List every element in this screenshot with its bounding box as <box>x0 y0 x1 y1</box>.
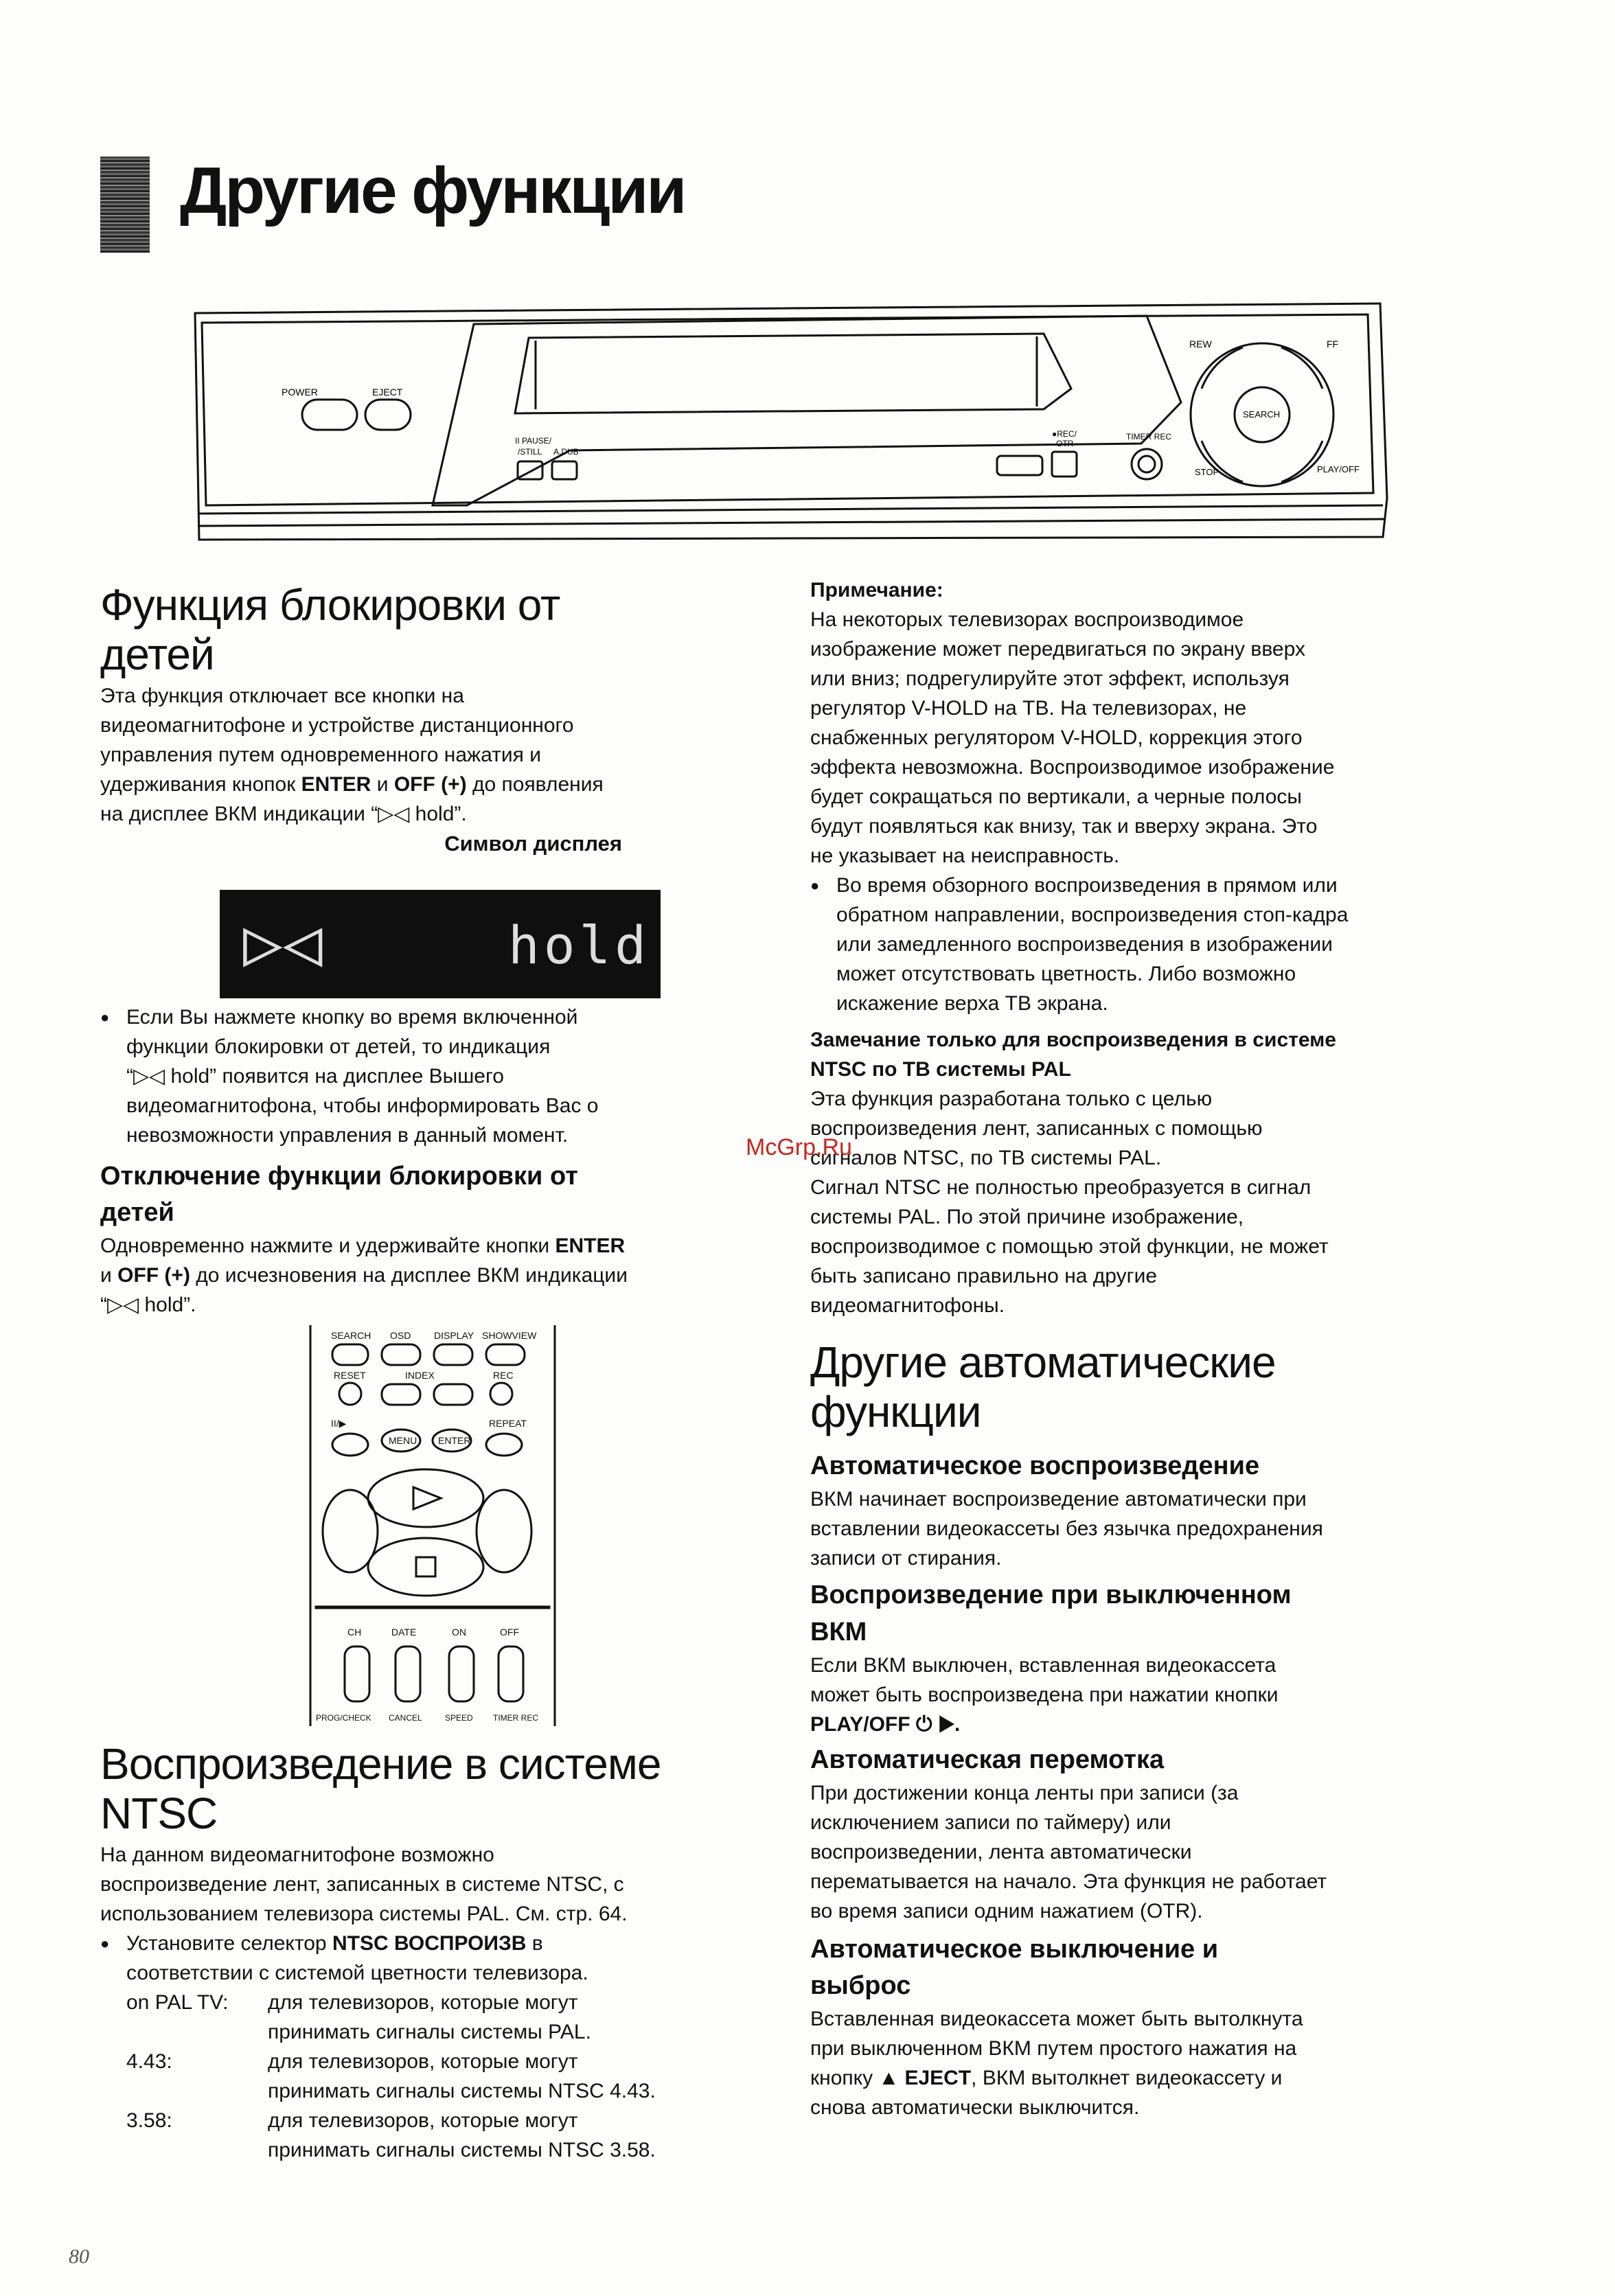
bullet-line-3: “▷◁ hold” появится на дисплее Вышего <box>126 1065 504 1088</box>
vcr-eject-label: EJECT <box>372 387 403 398</box>
child-lock-bullet <box>100 1002 759 1320</box>
note-line-9: не указывает на неисправность. <box>810 845 1120 867</box>
ntsc-pal-line-5: системы PAL. По этой причине изображение, <box>810 1206 1244 1228</box>
note-line-8: будут появляться как внизу, так и вверху экрана. Это <box>810 815 1318 838</box>
remote-showview-label: SHOWVIEW <box>482 1330 537 1341</box>
vcr-illustration <box>185 299 1394 567</box>
remote-display-label: DISPLAY <box>434 1330 474 1341</box>
auto-rewind-line-2: исключением записи по таймеру) или <box>810 1811 1171 1834</box>
auto-off-line-1: Если ВКМ выключен, вставленная видеокассета <box>810 1653 1276 1677</box>
remote-on-label: ON <box>452 1627 466 1638</box>
vcr-rec-label: ●REC/ <box>1052 429 1077 439</box>
child-lock-section <box>100 578 759 858</box>
ntsc-line-2: воспроизведение лент, записанных в системе NTSC, с <box>100 1873 624 1896</box>
ntsc-section <box>100 1737 759 2165</box>
note-line-1: На некоторых телевизорах воспроизводимое <box>810 608 1244 631</box>
auto-eject-line-1: Вставленная видеокассета может быть вытолкнута <box>810 2008 1303 2031</box>
auto-off-heading-2: ВКМ <box>810 1617 867 1646</box>
off-line-1: Одновременно нажмите и удерживайте кнопки ENTER <box>100 1235 626 1258</box>
child-lock-line-2: видеомагнитофоне и устройстве дистанционного <box>100 714 574 737</box>
remote-search-label: SEARCH <box>331 1330 371 1341</box>
remote-rec-label: REC <box>493 1370 514 1381</box>
note-bullet-3: или замедленного воспроизведения в изображении <box>836 933 1333 956</box>
ntsc-bullet-line-2: соответствии с системой цветности телевизора. <box>126 1962 588 1985</box>
note-bullet-2: обратном направлении, воспроизведения стоп-кадра <box>836 904 1349 926</box>
auto-rewind-line-4: перематывается на начало. Эта функция не работает <box>810 1870 1327 1893</box>
ntsc-line-1: На данном видеомагнитофоне возможно <box>100 1844 494 1867</box>
remote-timerrec-label: TIMER REC <box>493 1713 538 1723</box>
ntsc-bullet: ● Установите селектор NTSC ВОСПРОИЗВ в <box>100 1929 759 1958</box>
vcr-ff-label: FF <box>1327 338 1339 349</box>
ntsc-pal-line-3: сигналов NTSC, по ТВ системы PAL. <box>810 1147 1162 1169</box>
remote-slow-label: II/▶ <box>331 1418 347 1429</box>
vcr-search-label: SEARCH <box>1243 409 1281 420</box>
ntsc-options <box>100 1988 759 2165</box>
ntsc-heading-2: NTSC <box>100 1789 218 1839</box>
off-heading-2: детей <box>100 1198 174 1228</box>
off-heading-1: Отключение функции блокировки от <box>100 1162 578 1191</box>
remote-date-label: DATE <box>391 1627 417 1638</box>
remote-reset-label: RESET <box>334 1370 366 1381</box>
ntsc-pal-line-8: видеомагнитофоны. <box>810 1294 1005 1317</box>
auto-eject-heading-1: Автоматическое выключение и <box>810 1934 1219 1964</box>
auto-play-line-1: ВКМ начинает воспроизведение автоматически при <box>810 1488 1307 1511</box>
auto-rewind-line-5: во время записи одним нажатием (OTR). <box>810 1899 1203 1922</box>
hold-text: hold <box>508 915 651 976</box>
remote-off-label: OFF <box>500 1627 519 1638</box>
ntsc-option-443-2: принимать сигналы системы NTSC 4.43. <box>268 2080 656 2103</box>
vcr-stop-label: STOP <box>1195 467 1219 477</box>
ntsc-pal-line-2: воспроизведения лент, записанных с помощью <box>810 1117 1263 1140</box>
bullet-line-2: функции блокировки от детей, то индикация <box>126 1035 551 1058</box>
bullet-line-5: невозможности управления в данный момент. <box>126 1124 569 1147</box>
ntsc-option-358: 3.58: для телевизоров, которые могут <box>126 2109 578 2133</box>
child-lock-line-5: на дисплее ВКМ индикации “▷◁ hold”. <box>100 803 467 826</box>
vcr-pause-label: II PAUSE/ <box>515 436 552 446</box>
vcr-playoff-label: PLAY/OFF <box>1317 464 1360 474</box>
ntsc-line-3: использованием телевизора системы PAL. См. стр. 64. <box>100 1903 628 1926</box>
ntsc-pal-line-7: быть записано правильно на другие <box>810 1265 1158 1287</box>
vcr-power-label: POWER <box>282 387 318 398</box>
ntsc-pal-line-6: воспроизводимое с помощью этой функции, не может <box>810 1235 1329 1258</box>
auto-play-line-2: вставлении видеокассеты без язычка предохранения <box>810 1517 1323 1541</box>
remote-repeat-label: REPEAT <box>489 1418 527 1429</box>
vcr-timer-label: TIMER REC <box>1126 432 1171 441</box>
auto-rewind-line-3: воспроизведении, лента автоматически <box>810 1840 1192 1863</box>
note-bullet-5: искажение верха ТВ экрана. <box>836 992 1108 1015</box>
symbol-caption: Символ дисплея <box>444 831 622 856</box>
auto-eject-line-2: при выключенном ВКМ путем простого нажатия на <box>810 2037 1297 2060</box>
bullet-line-4: видеомагнитофона, чтобы информировать Вас о <box>126 1094 599 1117</box>
watermark: McGrp.Ru <box>746 1134 852 1160</box>
child-lock-heading-2: детей <box>100 630 214 680</box>
vcr-still-label: /STILL <box>518 447 542 457</box>
auto-eject-line-3: кнопку ▲ EJECT, ВКМ вытолкнет видеокассету и <box>810 2067 1283 2090</box>
lock-symbol: ▷◁ <box>243 904 323 980</box>
auto-heading-2: функции <box>810 1387 981 1437</box>
title-marker <box>100 157 150 253</box>
remote-progcheck-label: PROG/CHECK <box>316 1713 371 1723</box>
auto-off-line-2: может быть воспроизведена при нажатии кнопки <box>810 1683 1279 1706</box>
auto-rewind-heading: Автоматическая перемотка <box>810 1745 1165 1774</box>
auto-eject-line-4: снова автоматически выключится. <box>810 2096 1140 2120</box>
note-line-3: или вниз; подрегулируйте этот эффект, используя <box>810 667 1290 690</box>
ntsc-pal-heading-1: Замечание только для воспроизведения в системе <box>810 1029 1336 1051</box>
auto-play-line-3: записи от стирания. <box>810 1547 1002 1570</box>
vcr-otr-label: OTR <box>1056 439 1074 448</box>
ntsc-option-pal-2: принимать сигналы системы PAL. <box>268 2021 591 2044</box>
auto-rewind-line-1: При достижении конца ленты при записи (за <box>810 1781 1239 1804</box>
ntsc-option-pal: on PAL TV: для телевизоров, которые могут <box>126 1991 578 2014</box>
right-column <box>810 575 1497 2122</box>
auto-off-button: PLAY/OFF ⏻ ▶. <box>810 1712 961 1736</box>
vcr-adub-label: A.DUB <box>553 447 579 457</box>
ntsc-option-443: 4.43: для телевизоров, которые могут <box>126 2050 578 2074</box>
bullet-line-1: ● Если Вы нажмете кнопку во время включенной <box>100 1002 759 1032</box>
page-title: Другие функции <box>180 154 685 227</box>
remote-enter-label: ENTER <box>438 1435 471 1446</box>
remote-speed-label: SPEED <box>445 1713 473 1723</box>
page-number: 80 <box>69 2245 89 2268</box>
remote-menu-label: MENU <box>389 1435 417 1446</box>
auto-heading-1: Другие автоматические <box>810 1338 1276 1387</box>
note-line-7: будет сокращаться по вертикали, а черные полосы <box>810 785 1302 808</box>
off-line-3: “▷◁ hold”. <box>100 1294 196 1317</box>
note-line-5: снабженных регулятором V-HOLD, коррекция этого <box>810 726 1303 749</box>
ntsc-pal-heading-2: NTSC по ТВ системы PAL <box>810 1058 1071 1081</box>
child-lock-line-1: Эта функция отключает все кнопки на <box>100 685 464 708</box>
note-bullet-1: ● Во время обзорного воспроизведения в прямом или <box>810 871 1497 900</box>
note-line-2: изображение может передвигаться по экрану вверх <box>810 638 1305 661</box>
remote-osd-label: OSD <box>390 1330 411 1341</box>
remote-ch-label: CH <box>347 1627 362 1638</box>
note-bullet-4: может отсутствовать цветность. Либо возможно <box>836 963 1296 985</box>
ntsc-pal-line-1: Эта функция разработана только с целью <box>810 1088 1213 1110</box>
auto-eject-heading-2: выброс <box>810 1971 911 2001</box>
auto-off-heading-1: Воспроизведение при выключенном <box>810 1581 1292 1610</box>
child-lock-heading-1: Функция блокировки от <box>100 580 560 630</box>
child-lock-line-4: удерживания кнопок ENTER и OFF (+) до появления <box>100 773 604 796</box>
hold-display <box>220 890 661 998</box>
auto-play-heading: Автоматическое воспроизведение <box>810 1451 1260 1481</box>
ntsc-pal-line-4: Сигнал NTSC не полностью преобразуется в сигнал <box>810 1176 1312 1199</box>
note-heading: Примечание: <box>810 579 943 601</box>
note-line-6: эффекта невозможна. Воспроизводимое изображение <box>810 756 1335 779</box>
remote-index-label: INDEX <box>405 1370 435 1381</box>
child-lock-line-3: управления путем одновременного нажатия и <box>100 744 541 767</box>
remote-illustration <box>302 1325 563 1726</box>
ntsc-heading-1: Воспроизведение в системе <box>100 1739 661 1789</box>
vcr-rew-label: REW <box>1189 338 1212 349</box>
ntsc-option-358-2: принимать сигналы системы NTSC 3.58. <box>268 2139 656 2162</box>
off-line-2: и OFF (+) до исчезновения на дисплее ВКМ индикации <box>100 1264 628 1287</box>
note-line-4: регулятор V-HOLD на ТВ. На телевизорах, не <box>810 697 1247 720</box>
remote-cancel-label: CANCEL <box>389 1713 422 1723</box>
